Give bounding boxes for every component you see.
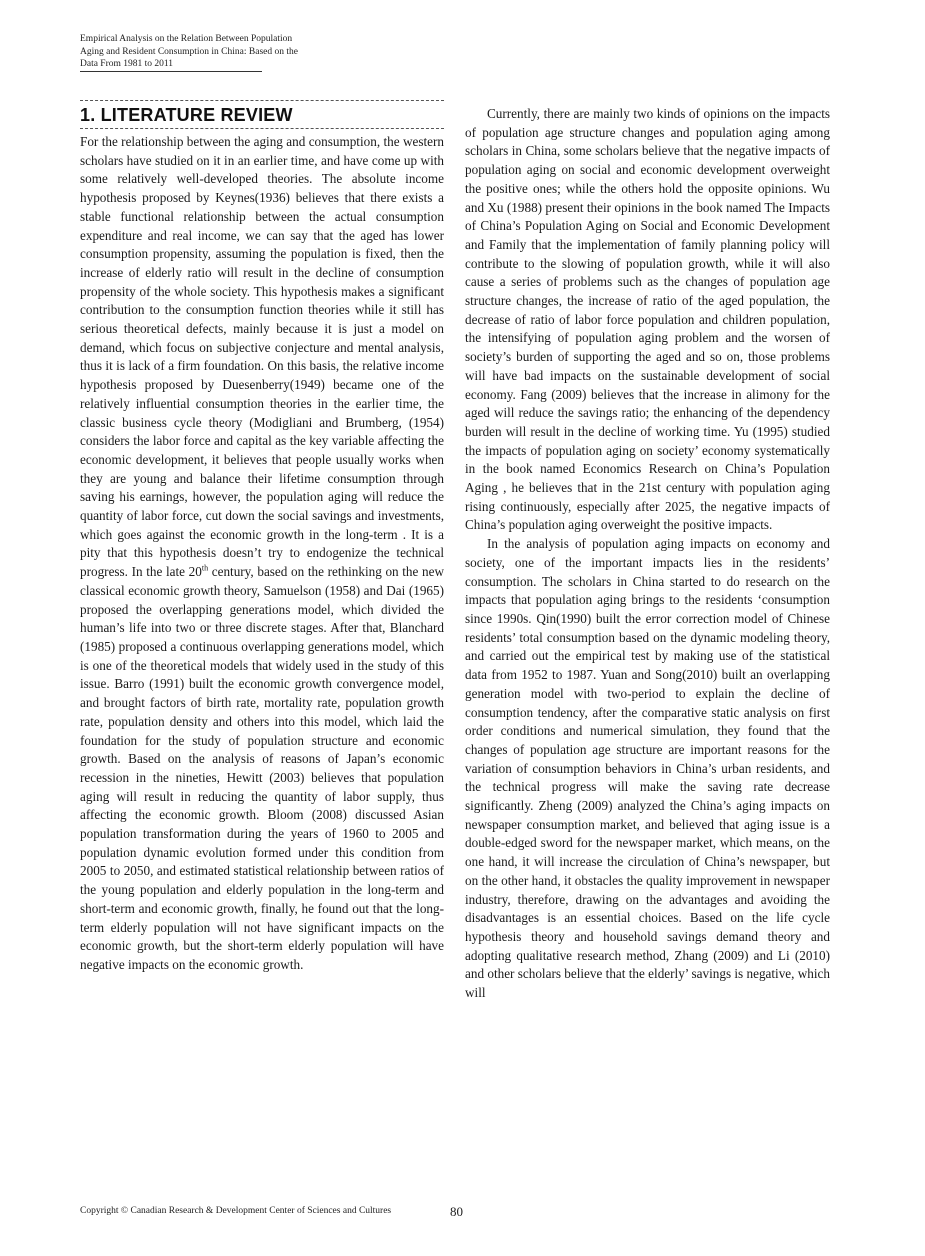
footer-copyright: Copyright © Canadian Research & Development Center of Sciences and Cultures: [80, 1206, 392, 1216]
running-head-line-1: Empirical Analysis on the Relation Between Population: [80, 34, 293, 44]
body-paragraph: [80, 133, 444, 975]
body-paragraph: In the analysis of population aging impacts on economy and society, one of the important impacts lies in the residents’ consumption. The scholars in China started to do research on the impacts that population aging brings to the residents ‘consumption since 1990s. Qin(1990) built the error correction model of Chinese residents’ total consumption based on the dynamic modeling theory, and carried out the empirical test by making use of the statistical data from 1952 to 1987. Yuan and Song(2010) built an overlapping generation model with two-period to explain the decline of consumption tendency, after the comparative static analysis on first order conditions and numerical simulation, they found that the changes of population age structure are important reasons for the variation of consumption behaviors in China’s urban residents, and the technical progress will make the saving rate decrease significantly. Zheng (2009) analyzed the China’s aging impacts on newspaper consumption market, and believed that aging issue is a double-edged sword for the newspaper market, which means, on the one hand, it will increase the circulation of China’s newspaper, but on the other hand, it obstacles the quality improvement in newspaper industry, therefore, drawing on the advantages and avoiding the disadvantages is an essential choices. Based on the life cycle hypothesis theory and household savings demand theory and adopting qualitative research method, Zhang (2009) and Li (2010) and other scholars believe that the elderly’ savings is negative, which will: [465, 536, 830, 1001]
ordinal-superscript: th: [201, 563, 209, 573]
running-head: [80, 33, 350, 71]
paragraph-text-start: For the relationship between the aging and consumption, the western scholars have studied on it in an earlier time, and have come up with some relatively well-developed theories. The absolute income hypothesis proposed by Keynes(1936) believes that there exists a stable functional relationship between the actual consumption expenditure and real income, we can say that the aged has lower consumption propensity, assuming the population is fixed, then the increase of elderly ratio will result in the decline of consumption propensity of the whole society. This hypothesis makes a significant contribution to the consumption function theories while it still has serious theoretical defects, mainly because it is just a model on demand, which focus on subjective conjecture and mental analysis, thus it is lack of a firm foundation. On this basis, the relative income hypothesis proposed by Duesenberry(1949) became one of the relatively influential consumption theories in the earlier time, the classic business cycle theory (Modigliani and Brumberg, (1954) considers the labor force and capital as the key variable affecting the economic development, it believes that people usually works when they are young and balance their lifetime consumption through saving his earnings, however, the population aging will reduce the quantity of labor force, cut down the social savings and investments, which goes against the economic growth in the long-term . It is a pity that this hypothesis doesn’t try to endogenize the technical progress. In the late 20: [80, 134, 444, 580]
page-number: 80: [450, 1204, 463, 1219]
running-head-line-2: Aging and Resident Consumption in China: Based on the: [80, 46, 298, 57]
right-column: [465, 105, 830, 1003]
body-paragraph: Currently, there are mainly two kinds of opinions on the impacts of population age structure changes and population aging among scholars in China, some scholars believe that the negative impacts of population aging on social and economic development overweight the positive ones; while the others hold the opposite opinions. Wu and Xu (1988) present their opinions in the book named The Impacts of China’s Population Aging on Social and Economic Development and Family that the implementation of family planning policy will contribute to the slowing of population growth, while it will also cause a series of problems such as the changes of population age structure changes, the increase of ratio of the aged population, the decrease of ratio of labor force population and children population, the intensifying of population aging problem and the worsen of society’s burden of supporting the aged and so on, those problems will have bad impacts on the sustainable development of social economy. Fang (2009) believes that the increase in alimony for the aged will reduce the savings ratio; the enhancing of the dependency burden will result in the decline of working time. Yu (1995) studied the impacts of population aging on society’ economy systematically in the book named Economics Research on China’s Population Aging , he believes that in the 21st century with population aging rising continuously, especially after 2025, the negative impacts of China’s population aging overweight the positive impacts.: [465, 106, 830, 533]
running-head-line-3: Data From 1981 to 2011: [80, 59, 174, 70]
section-heading: 1. LITERATURE REVIEW: [80, 100, 444, 129]
left-column: [80, 100, 444, 975]
running-head-rule: [80, 71, 262, 72]
paragraph-text-end: century, based on the rethinking on the new classical economic growth theory, Samuelson (1958) and Dai (1965) proposed the overlapping generations model, which divided the human’s life into two or three discrete stages. After that, Blanchard (1985) proposed a continuous overlapping generations model, which is one of the theoretical models that widely used in the study of this issue. Barro (1991) built the economic growth convergence model, and brought factors of birth rate, mortality rate, population growth rate, population density and others into this model, which laid the foundation for the study of population structure and economic growth. Based on the analysis of reasons of Japan’s economic recession in the nineties, Hewitt (2003) believes that population aging will result in reducing the quantity of labor supply, thus affecting the economic growth. Bloom (2008) discussed Asian population transformation during the years of 1960 to 2005 and population dynamic evolution formed under this condition from 2005 to 2050, and estimated statistical relationship between ratios of the young population and elderly population in the long-term and short-term and economic growth, finally, he found out that the long-term elderly population will not have significant impacts on the economic growth, but the short-term elderly population will have negative impacts on the economic growth.: [80, 564, 444, 972]
